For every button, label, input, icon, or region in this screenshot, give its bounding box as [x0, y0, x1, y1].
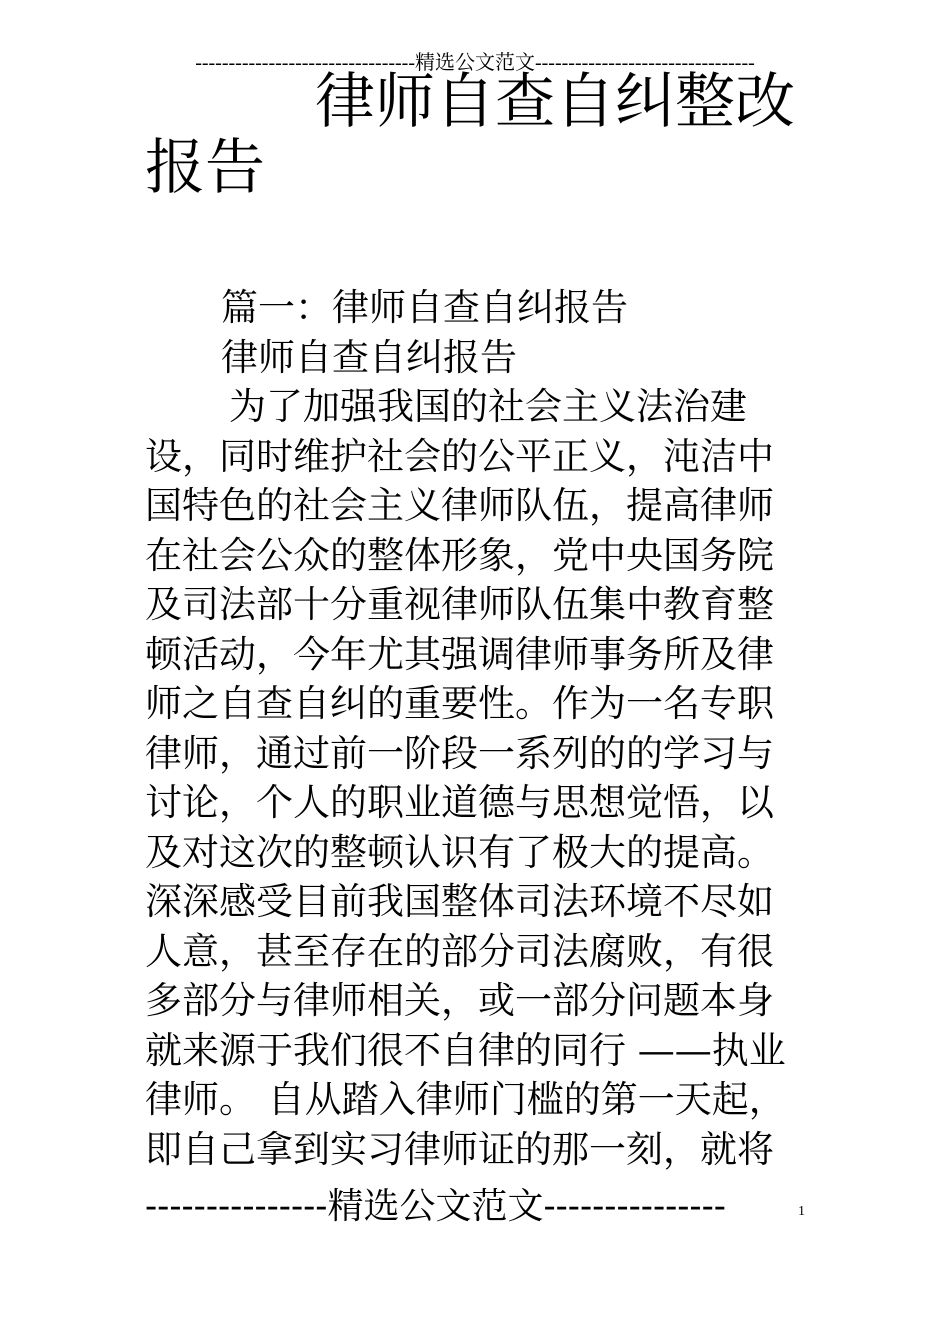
paragraph-line: 及对这次的整顿认识有了极大的提高。 — [145, 830, 774, 874]
section-subheading: 律师自查自纠报告 — [221, 335, 517, 379]
document-title — [145, 67, 805, 203]
header-banner: ---------------------------------精选公文范文--------------------------------- — [195, 52, 755, 74]
paragraph-line: 律师，通过前一阶段一系列的的学习与 — [145, 731, 774, 775]
paragraph-line: 人意，甚至存在的部分司法腐败，有很 — [145, 929, 774, 973]
body-text — [145, 283, 815, 1174]
paragraph-line: 顿活动，今年尤其强调律师事务所及律 — [145, 632, 774, 676]
paragraph-line: 为了加强我国的社会主义法治建 — [229, 385, 747, 428]
paragraph-line: 律师。 自从踏入律师门槛的第一天起， — [145, 1078, 786, 1121]
paragraph-line: 即自己拿到实习律师证的那一刻，就将 — [145, 1127, 774, 1171]
paragraph-line: 就来源于我们很不自律的同行 ——执业 — [145, 1028, 786, 1072]
title-line-2: 报告 — [145, 133, 265, 203]
paragraph-line: 讨论，个人的职业道德与思想觉悟，以 — [145, 781, 774, 824]
section-heading: 篇一：律师自查自纠报告 — [221, 286, 628, 329]
paragraph-line: 国特色的社会主义律师队伍，提高律师 — [145, 484, 774, 527]
title-line-1: 律师自查自纠整改 — [315, 67, 795, 137]
paragraph-line: 深深感受目前我国整体司法环境不尽如 — [145, 880, 774, 923]
paragraph-line: 多部分与律师相关，或一部分问题本身 — [145, 979, 774, 1022]
paragraph-line: 师之自查自纠的重要性。作为一名专职 — [145, 682, 774, 725]
footer-banner: ---------------精选公文范文--------------- — [145, 1186, 726, 1227]
page-number: 1 — [798, 1204, 805, 1219]
paragraph-line: 及司法部十分重视律师队伍集中教育整 — [145, 583, 774, 626]
paragraph-line: 在社会公众的整体形象，党中央国务院 — [145, 533, 774, 577]
paragraph-line: 设，同时维护社会的公平正义，沌洁中 — [145, 434, 774, 478]
